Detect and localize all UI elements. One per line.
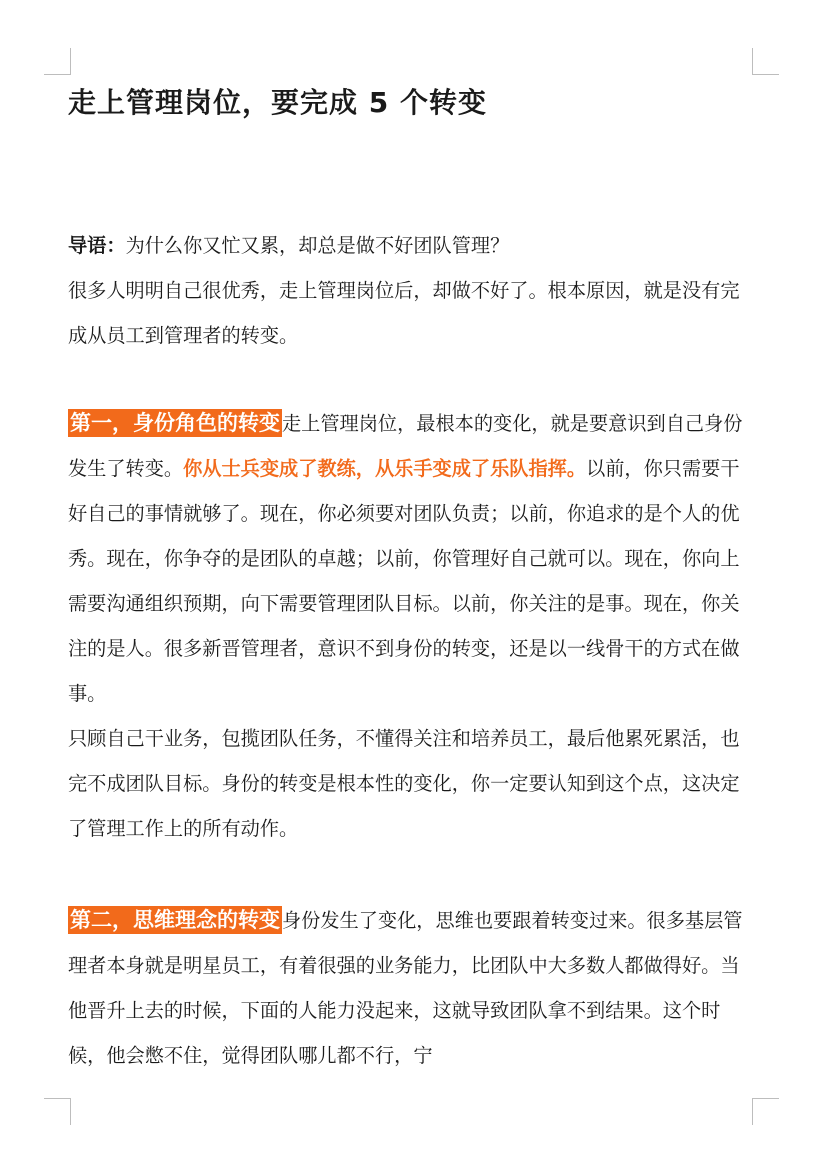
section-1-paragraph-2: 只顾自己干业务，包揽团队任务，不懂得关注和培养员工，最后他累死累活，也完不成团队目标。身份的转变是根本性的变化，你一定要认知到这个点，这决定了管理工作上的所有动作。 [68,727,740,840]
page-corner-mark-bottom-right [752,1098,779,1125]
page-corner-mark-top-left [44,48,71,75]
section-2-text: 身份发生了变化，思维也要跟着转变过来。很多基层管理者本身就是明星员工，有着很强的业务能力，比团队中大多数人都做得好。当他晋升上去的时候，下面的人能力没起来，这就导致团队拿不到结果。这个时候，他会憋不住，觉得团队哪儿都不行，宁 [68,909,743,1067]
intro-lead-label: 导语： [68,234,126,257]
section-1-paragraph-1 [68,401,758,716]
section-1-heading: 第一，身份角色的转变 [70,411,280,435]
page-corner-mark-bottom-left [44,1098,71,1125]
intro-lead [68,223,758,268]
section-2-paragraph [68,898,758,1078]
section-1-text-b: 以前，你只需要干好自己的事情就够了。现在，你必须要对团队负责；以前，你追求的是个人的优秀。现在，你争夺的是团队的卓越；以前，你管理好自己就可以。现在，你向上需要沟通组织预期，向下需要管理团队目标。以前，你关注的是事。现在，你关注的是人。很多新晋管理者，意识不到身份的转变，还是以一线骨干的方式在做事。 [68,457,740,705]
page-corner-mark-top-right [752,48,779,75]
section-1 [68,401,758,851]
section-2-heading: 第二，思维理念的转变 [70,908,280,932]
intro-lead-text: 为什么你又忙又累，却总是做不好团队管理？ [125,234,510,257]
section-1-emphasis: 你从士兵变成了教练，从乐手变成了乐队指挥。 [183,457,587,480]
document-title: 走上管理岗位，要完成 5 个转变 [68,86,487,119]
intro-block [68,223,758,358]
section-1-text-a: 走上管理岗位，最根本的变化，就是要意识到自己身份发生了转变。 [68,412,743,480]
section-2 [68,898,758,1078]
intro-paragraph: 很多人明明自己很优秀，走上管理岗位后，却做不好了。根本原因，就是没有完成从员工到管理者的转变。 [68,279,740,347]
